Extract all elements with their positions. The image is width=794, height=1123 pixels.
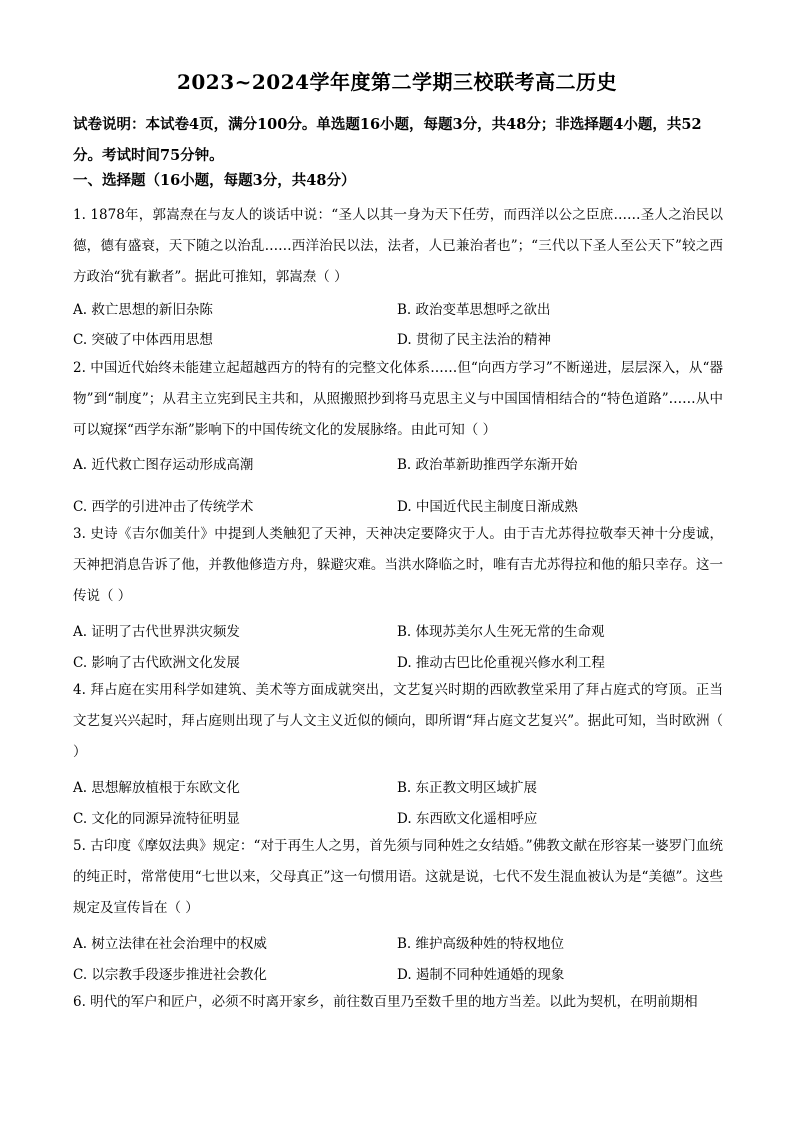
option-b: B. 东正教文明区域扩展	[397, 780, 538, 796]
option-b: B. 体现苏美尔人生死无常的生命观	[397, 624, 605, 640]
question-4-stem: 4. 拜占庭在实用科学如建筑、美术等方面成就突出，文艺复兴时期的西欧教堂采用了拜占庭式的穹顶。正当文艺复兴兴起时，拜占庭则出现了与人文主义近似的倾向，即所谓“拜占庭文艺复兴”。据此可知，当时欧洲（ ）	[73, 682, 723, 760]
option-a: A. 思想解放植根于东欧文化	[73, 780, 240, 796]
option-b: B. 政治变革思想呼之欲出	[397, 302, 551, 318]
section-heading: 一、选择题（16小题，每题3分，共48分）	[73, 172, 356, 189]
option-a: A. 救亡思想的新旧杂陈	[73, 302, 213, 318]
option-c: C. 以宗教手段逐步推进社会教化	[73, 967, 267, 983]
question-1-stem: 1. 1878年，郭嵩焘在与友人的谈话中说：“圣人以其一身为天下任劳，而西洋以公之臣庶……圣人之治民以德，德有盛衰，天下随之以治乱……西洋治民以法，法者，人已兼治者也”；“三代以下圣人至公天下”较之西方政治“犹有歉者”。据此可推知，郭嵩焘（ ）	[73, 207, 723, 285]
option-a: A. 近代救亡图存运动形成高潮	[73, 457, 254, 473]
option-a: A. 树立法律在社会治理中的权威	[73, 936, 267, 952]
option-d: D. 中国近代民主制度日渐成熟	[397, 499, 578, 515]
option-d: D. 推动古巴比伦重视兴修水利工程	[397, 655, 605, 671]
question-5-stem: 5. 古印度《摩奴法典》规定：“对于再生人之男，首先须与同种姓之女结婚。”佛教文献在形容某一婆罗门血统的纯正时，常常使用“七世以来，父母真正”这一句惯用语。这就是说，七代不发生混血被认为是“美德”。这些规定及宣传旨在（ ）	[73, 838, 723, 916]
option-b: B. 维护高级种姓的特权地位	[397, 936, 565, 952]
question-6-stem: 6. 明代的军户和匠户，必须不时离开家乡，前往数百里乃至数千里的地方当差。以此为契机，在明前期相	[73, 994, 698, 1010]
option-c: C. 文化的同源异流特征明显	[73, 811, 240, 827]
option-c: C. 影响了古代欧洲文化发展	[73, 655, 240, 671]
option-d: D. 贯彻了民主法治的精神	[397, 332, 551, 348]
option-c: C. 突破了中体西用思想	[73, 332, 213, 348]
exam-instructions: 试卷说明：本试卷4页，满分100分。单选题16小题，每题3分，共48分；非选择题4小题，共52分。考试时间75分钟。	[73, 116, 702, 164]
option-c: C. 西学的引进冲击了传统学术	[73, 499, 254, 515]
question-2-stem: 2. 中国近代始终未能建立起超越西方的特有的完整文化体系……但“向西方学习”不断递进，层层深入，从“器物”到“制度”；从君主立宪到民主共和，从照搬照抄到将马克思主义与中国国情相结合的“特色道路”……从中可以窥探“西学东渐”影响下的中国传统文化的发展脉络。由此可知（ ）	[73, 360, 723, 438]
option-d: D. 东西欧文化遥相呼应	[397, 811, 538, 827]
option-b: B. 政治革新助推西学东渐开始	[397, 457, 578, 473]
exam-title: 2023~2024学年度第二学期三校联考高二历史	[176, 70, 618, 94]
option-d: D. 遏制不同种姓通婚的现象	[397, 967, 565, 983]
option-a: A. 证明了古代世界洪灾频发	[73, 624, 240, 640]
question-3-stem: 3. 史诗《吉尔伽美什》中提到人类触犯了天神，天神决定要降灾于人。由于吉尤苏得拉敬奉天神十分虔诚，天神把消息告诉了他，并教他修造方舟，躲避灾难。当洪水降临之时，唯有吉尤苏得拉和他的船只幸存。这一传说（ ）	[73, 526, 723, 604]
